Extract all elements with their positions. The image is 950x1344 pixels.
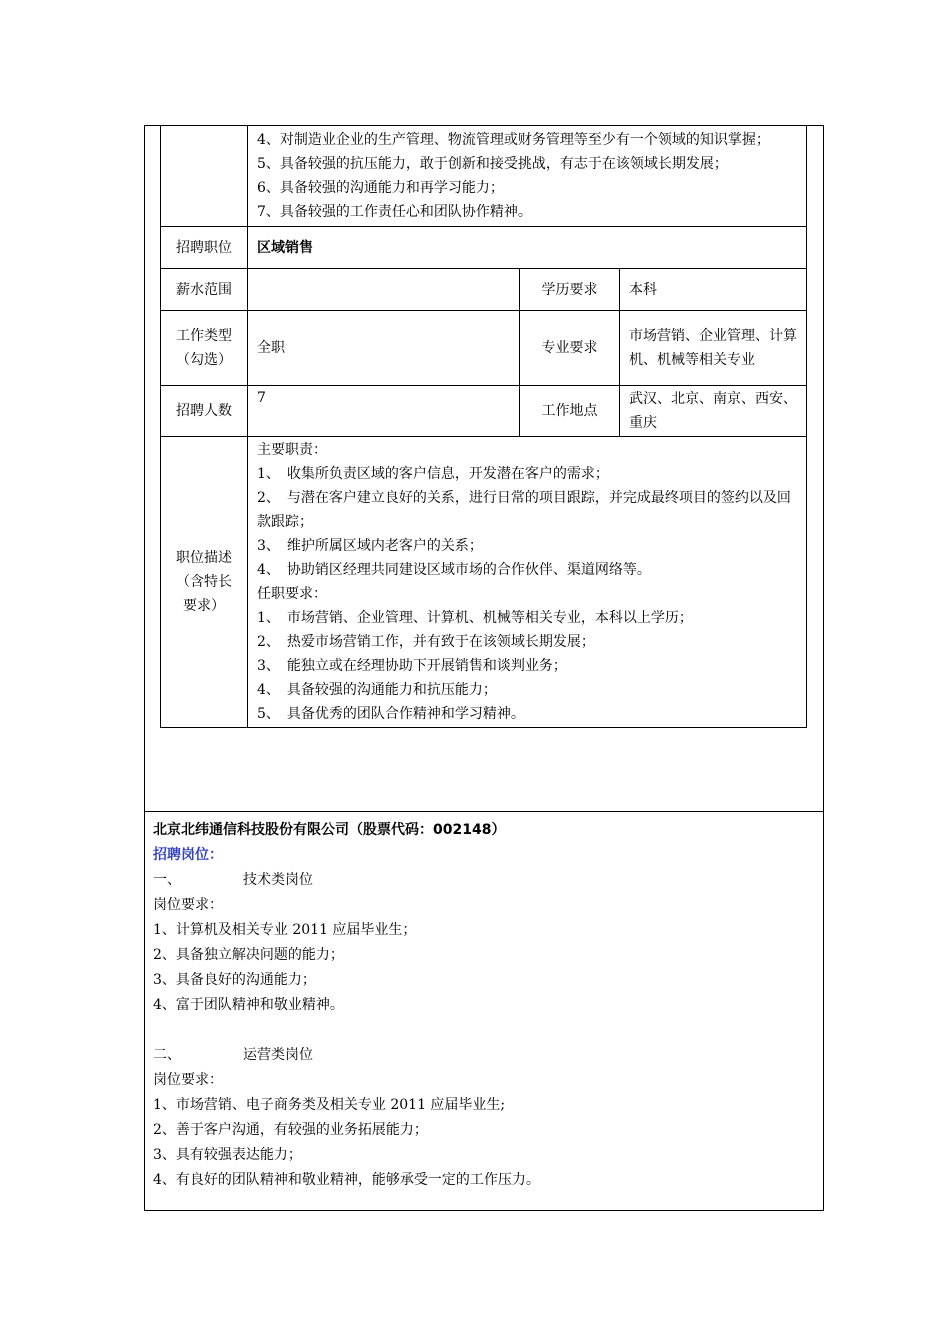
education-label: 学历要求 [520,269,620,311]
tech-heading [153,868,813,893]
list-item: 2、具备独立解决问题的能力； [153,947,344,963]
table-row-position [161,227,807,269]
requirement-line: 5、具备较强的抗压能力，敢于创新和接受挑战，有志于在该领域长期发展； [257,156,728,172]
description-line: 3、 能独立或在经理协助下开展销售和谈判业务； [257,658,567,674]
description-line: 1、 收集所负责区域的客户信息，开发潜在客户的需求； [257,466,609,482]
positions-title: 招聘岗位： [153,847,223,863]
education-value: 本科 [620,269,807,311]
list-item: 2、善于客户沟通，有较强的业务拓展能力； [153,1122,428,1138]
headcount-value: 7 [248,386,520,437]
ops-requirements-label: 岗位要求： [153,1072,223,1088]
table-row-headcount [161,386,807,437]
description-label-line: 要求） [183,598,225,614]
table-row-top-requirements [161,126,807,227]
table-row-description [161,437,807,728]
location-value: 武汉、北京、南京、西安、重庆 [620,386,807,437]
description-label-line: （含特长 [176,574,232,590]
work-type-label-line: 工作类型 [176,328,232,344]
section-divider [144,811,824,812]
list-item: 3、具有较强表达能力； [153,1147,302,1163]
work-type-label [161,311,248,386]
position-value: 区域销售 [248,227,807,269]
table-row-work-type [161,311,807,386]
description-line: 4、 协助销区经理共同建设区域市场的合作伙伴、渠道网络等。 [257,562,651,578]
ops-heading [153,1043,813,1068]
tech-requirements-label: 岗位要求： [153,897,223,913]
requirement-line: 7、具备较强的工作责任心和团队协作精神。 [257,204,532,220]
salary-label: 薪水范围 [161,269,248,311]
description-line: 5、 具备优秀的团队合作精神和学习精神。 [257,706,525,722]
table-row-salary [161,269,807,311]
list-item: 1、计算机及相关专业 2011 应届毕业生； [153,922,417,938]
work-type-value: 全职 [248,311,520,386]
description-line: 2、 热爱市场营销工作，并有致于在该领域长期发展； [257,634,595,650]
salary-value [248,269,520,311]
requirement-line: 6、具备较强的沟通能力和再学习能力； [257,180,504,196]
description-line: 主要职责： [257,442,327,458]
description-line: 4、 具备较强的沟通能力和抗压能力； [257,682,497,698]
tech-number: 一、 [153,872,181,888]
list-item: 4、有良好的团队精神和敬业精神，能够承受一定的工作压力。 [153,1172,540,1188]
company-name: 北京北纬通信科技股份有限公司（股票代码：002148） [153,822,506,838]
tech-title: 技术类岗位 [243,872,313,888]
list-item: 1、市场营销、电子商务类及相关专业 2011 应届毕业生; [153,1097,506,1113]
ops-title: 运营类岗位 [243,1047,313,1063]
description-line: 任职要求： [257,586,327,602]
description-line: 3、 维护所属区域内老客户的关系； [257,538,483,554]
ops-number: 二、 [153,1047,181,1063]
list-item: 4、富于团队精神和敬业精神。 [153,997,344,1013]
company-section [153,818,813,1193]
description-line: 1、 市场营销、企业管理、计算机、机械等相关专业，本科以上学历； [257,610,693,626]
major-label: 专业要求 [520,311,620,386]
description-label-line: 职位描述 [176,550,232,566]
location-label: 工作地点 [520,386,620,437]
position-label: 招聘职位 [161,227,248,269]
requirement-line: 4、对制造业企业的生产管理、物流管理或财务管理等至少有一个领域的知识掌握； [257,132,770,148]
work-type-label-line: （勾选） [176,352,232,368]
major-value: 市场营销、企业管理、计算机、机械等相关专业 [620,311,807,386]
job-table [160,125,807,728]
top-requirements-cell [248,126,807,227]
description-line: 2、 与潜在客户建立良好的关系，进行日常的项目跟踪，并完成最终项目的签约以及回款跟踪； [257,490,791,530]
description-cell [248,437,807,728]
list-item: 3、具备良好的沟通能力； [153,972,316,988]
headcount-label: 招聘人数 [161,386,248,437]
empty-label-cell [161,126,248,227]
description-label [161,437,248,728]
